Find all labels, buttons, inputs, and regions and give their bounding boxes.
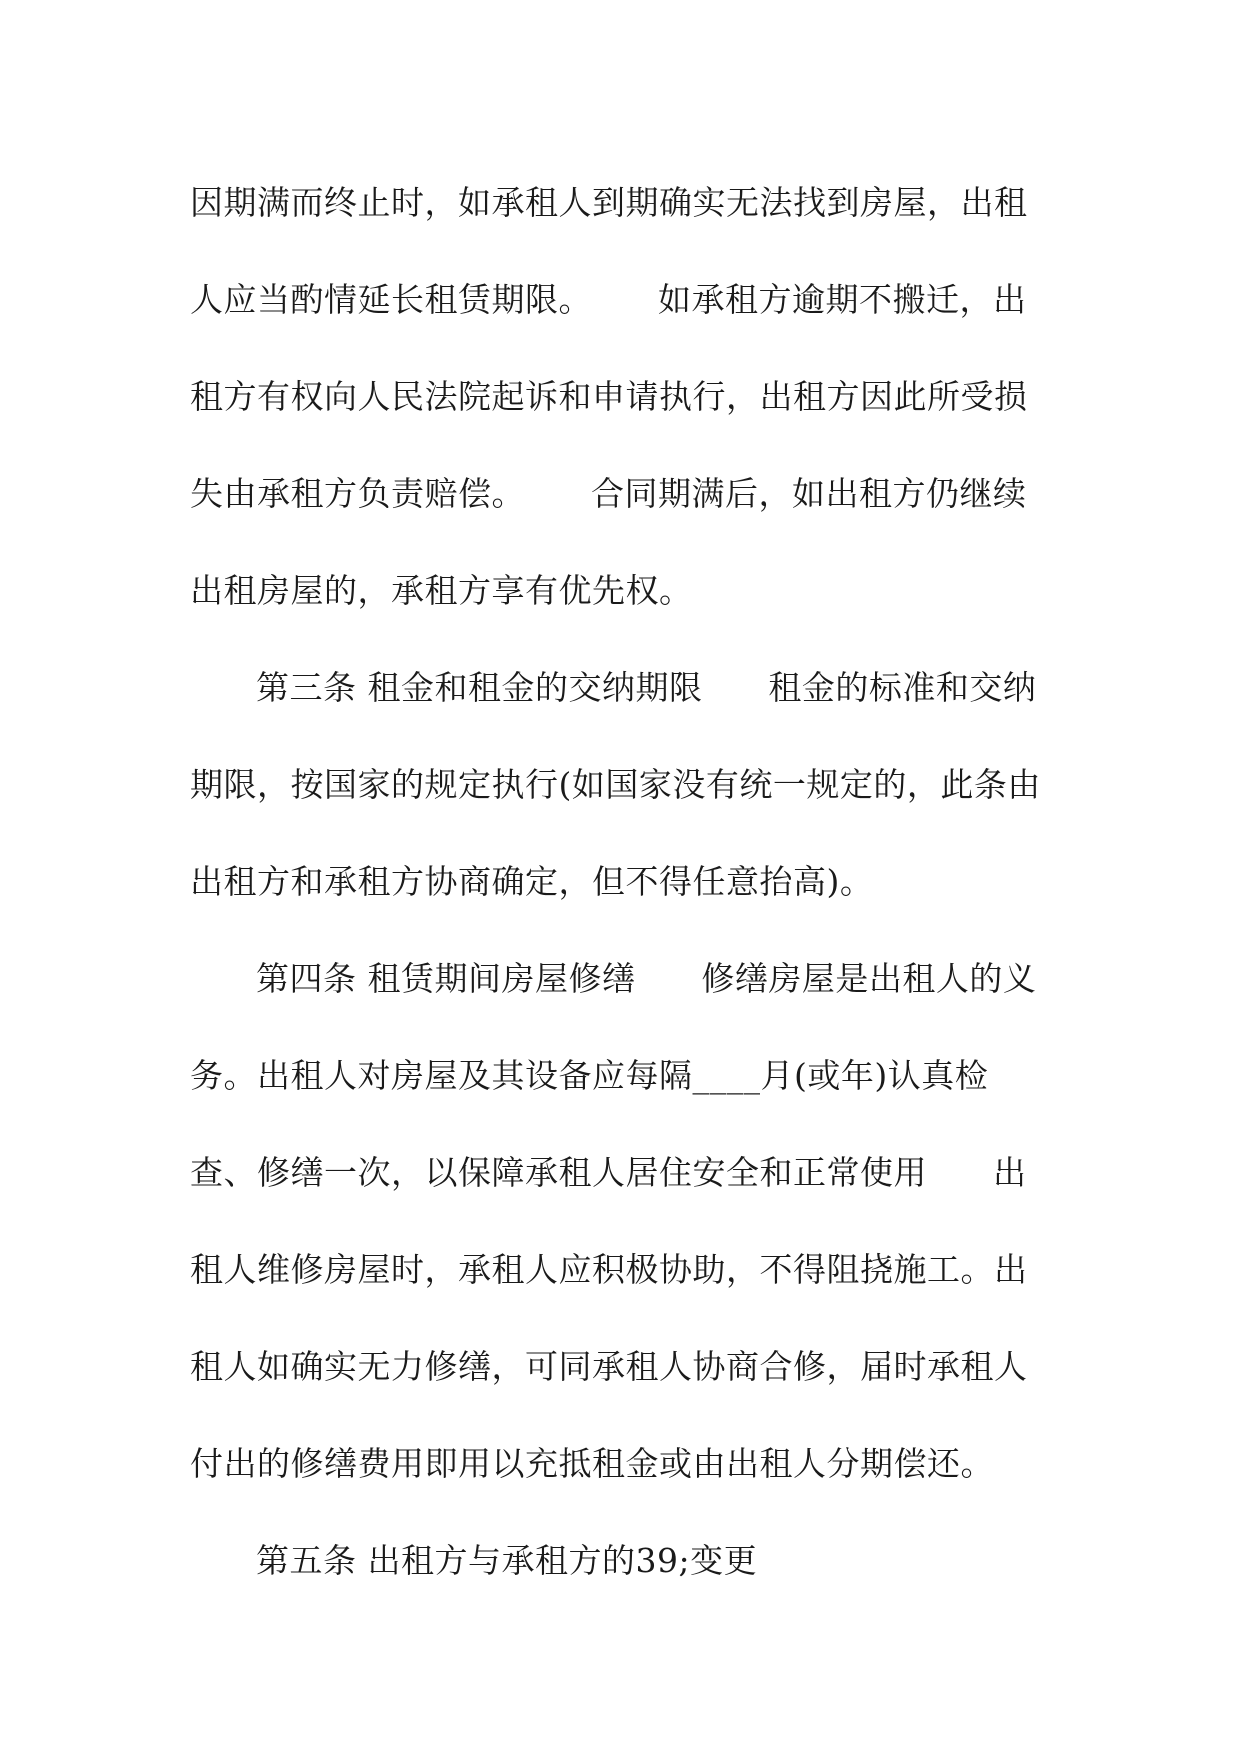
text-line-14: 付出的修缮费用即用以充抵租金或由出租人分期偿还。 <box>190 1444 994 1483</box>
article-5-heading: 第五条 出租方与承租方的39;变更 <box>256 1541 758 1580</box>
text-line-10: 务。出租人对房屋及其设备应每隔____月(或年)认真检 <box>190 1056 989 1095</box>
text-line-13: 租人如确实无力修缮，可同承租人协商合修，届时承租人 <box>190 1347 1028 1386</box>
article-3-heading: 第三条 租金和租金的交纳期限 租金的标准和交纳 <box>256 668 1037 707</box>
text-line-7: 期限，按国家的规定执行(如国家没有统一规定的，此条由 <box>190 765 1041 804</box>
text-line-11: 查、修缮一次，以保障承租人居住安全和正常使用 出 <box>190 1153 1027 1192</box>
text-line-3: 租方有权向人民法院起诉和申请执行，出租方因此所受损 <box>190 377 1028 416</box>
text-line-1: 因期满而终止时，如承租人到期确实无法找到房屋，出租 <box>190 183 1028 222</box>
text-line-5: 出租房屋的，承租方享有优先权。 <box>190 571 693 610</box>
text-line-4: 失由承租方负责赔偿。 合同期满后，如出租方仍继续 <box>190 474 1027 513</box>
text-line-12: 租人维修房屋时，承租人应积极协助，不得阻挠施工。出 <box>190 1250 1028 1289</box>
text-line-8: 出租方和承租方协商确定，但不得任意抬高)。 <box>190 862 874 901</box>
text-line-2: 人应当酌情延长租赁期限。 如承租方逾期不搬迁，出 <box>190 280 1027 319</box>
article-4-heading: 第四条 租赁期间房屋修缮 修缮房屋是出租人的义 <box>256 959 1037 998</box>
